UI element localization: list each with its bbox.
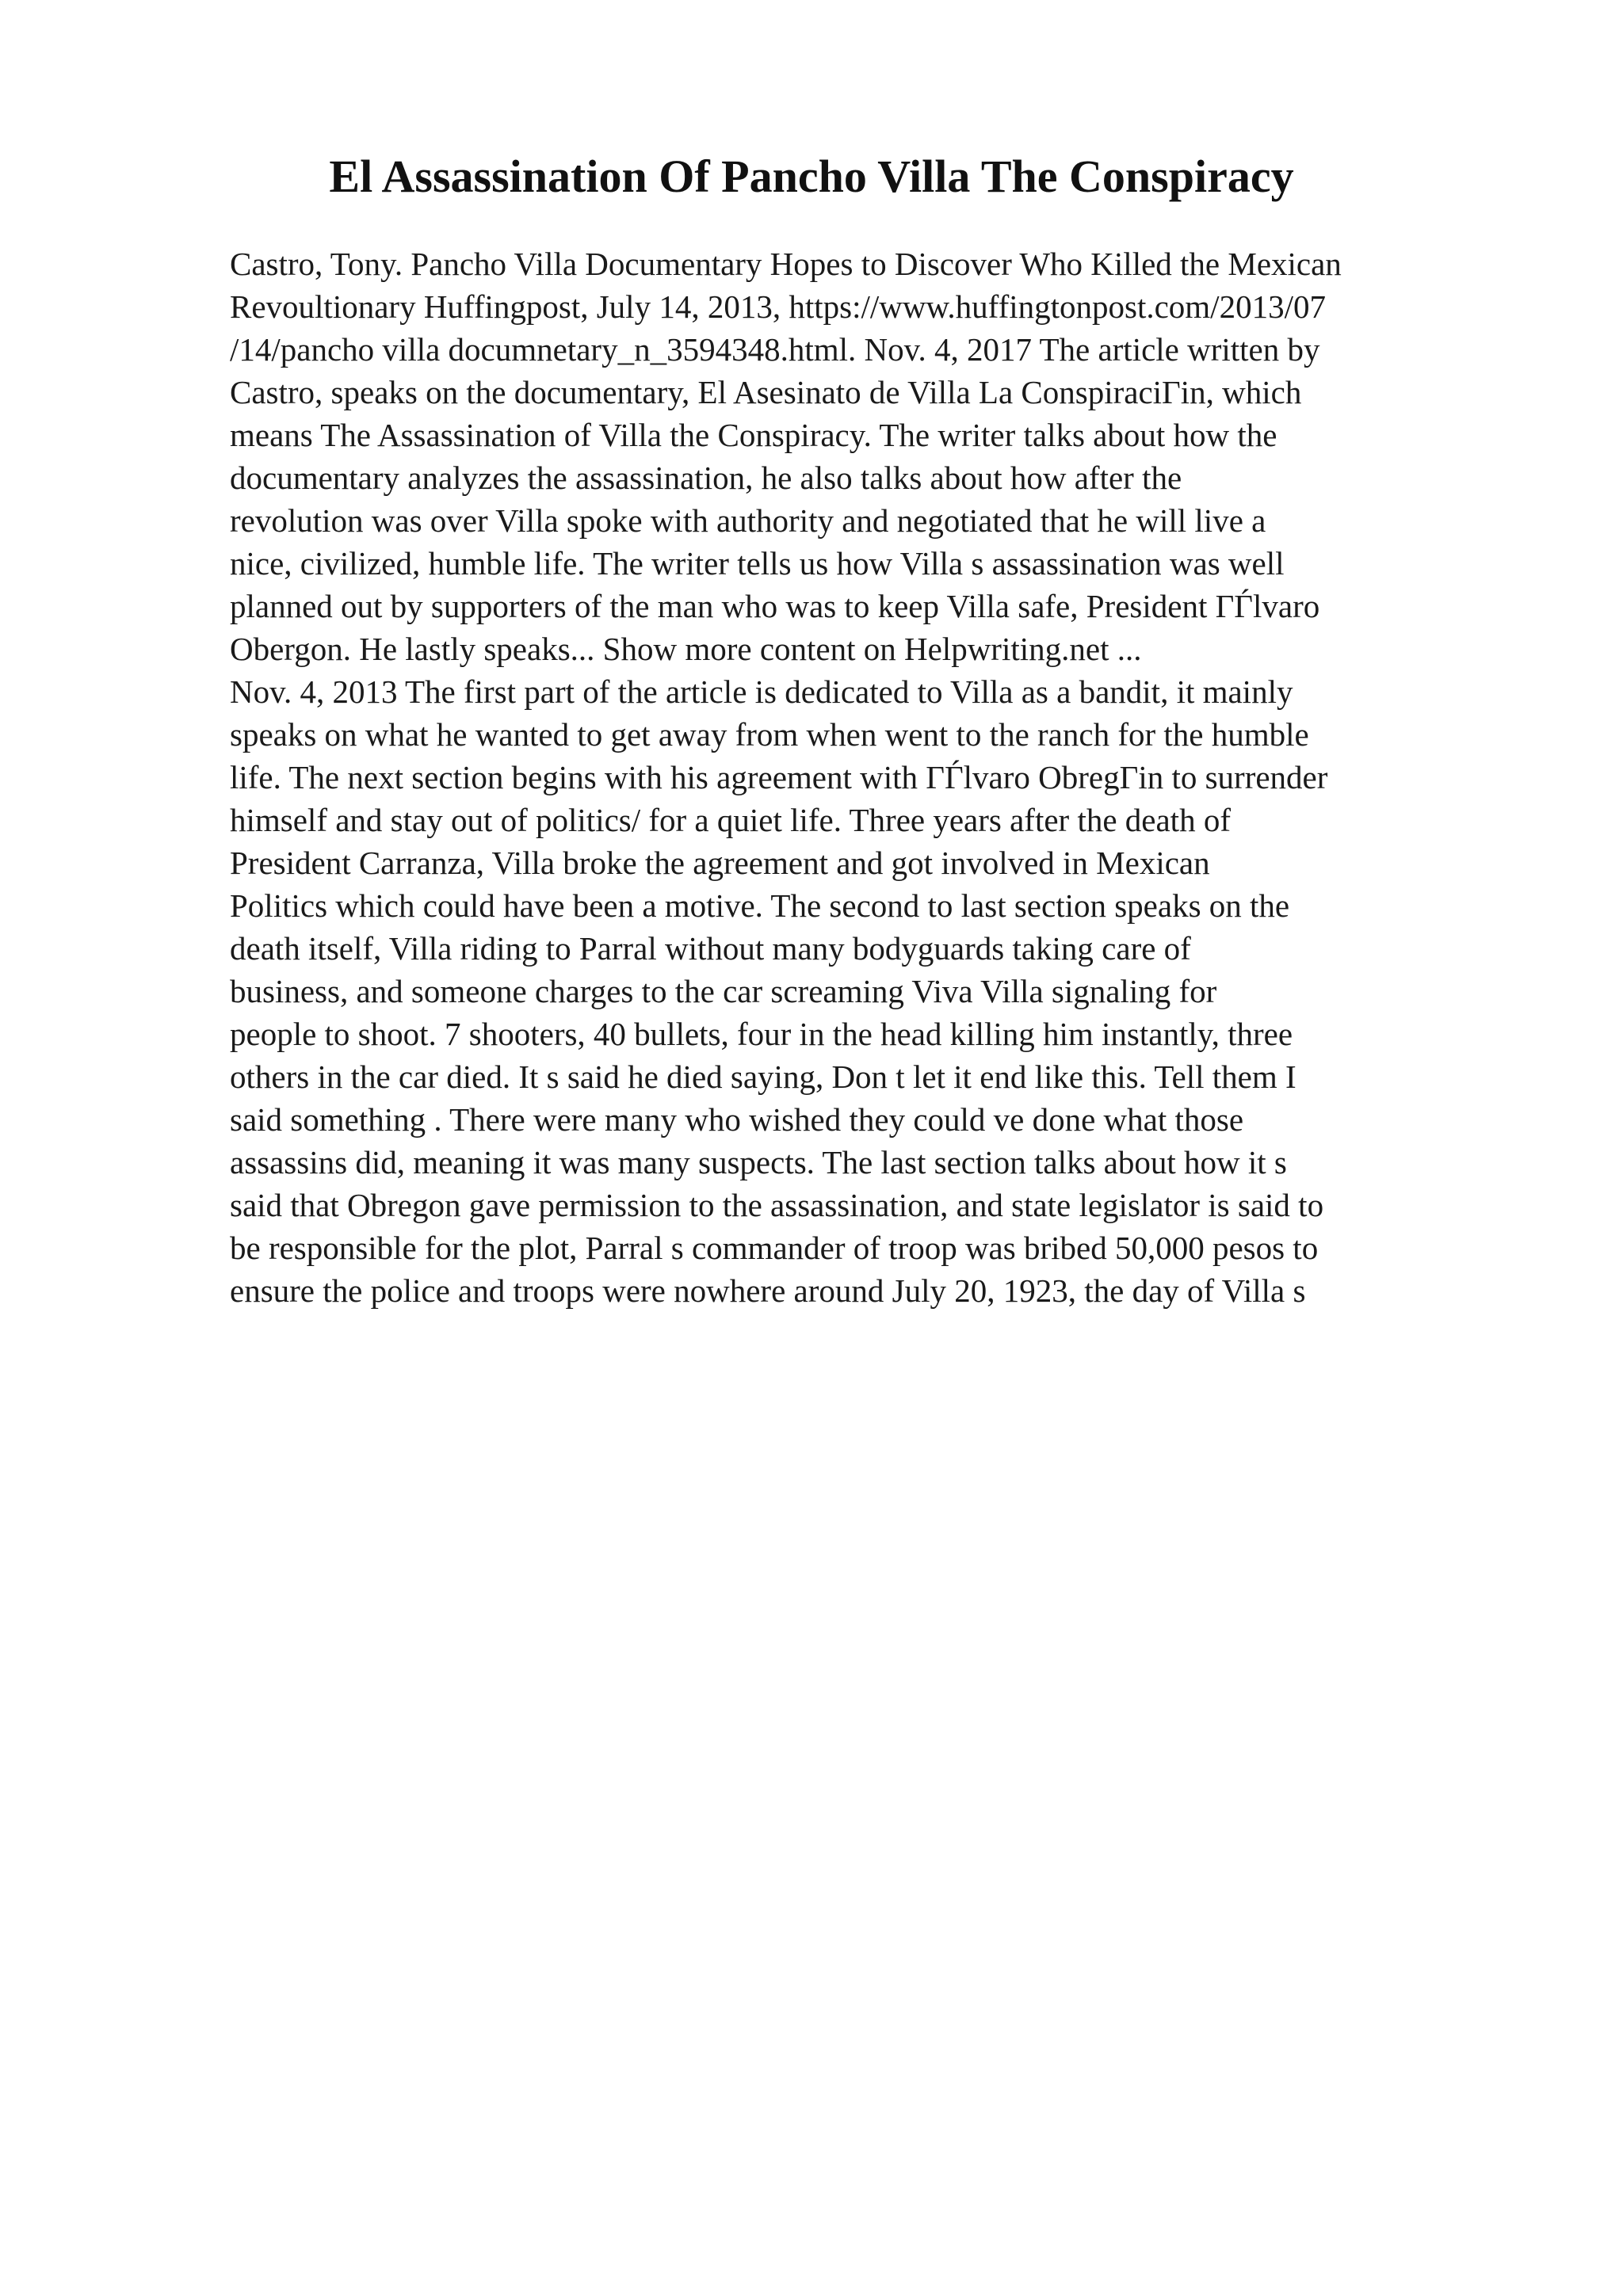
body-line: nice, civilized, humble life. The writer tells us how Villa s assassination was well <box>230 545 1285 582</box>
body-line: said that Obregon gave permission to the assassination, and state legislator is said to <box>230 1187 1324 1223</box>
body-line: revolution was over Villa spoke with authority and negotiated that he will live a <box>230 502 1266 539</box>
body-line: planned out by supporters of the man who was to keep Villa safe, President ΓЃlvaro <box>230 588 1320 624</box>
body-line: means The Assassination of Villa the Conspiracy. The writer talks about how the <box>230 417 1277 453</box>
body-line: Politics which could have been a motive. The second to last section speaks on the <box>230 887 1290 924</box>
body-line: ensure the police and troops were nowhere around July 20, 1923, the day of Villa s <box>230 1272 1306 1309</box>
body-line: people to shoot. 7 shooters, 40 bullets, four in the head killing him instantly, three <box>230 1016 1293 1052</box>
body-line: Obergon. He lastly speaks... Show more content on Helpwriting.net ... <box>230 631 1142 667</box>
body-line: others in the car died. It s said he died saying, Don t let it end like this. Tell them I <box>230 1058 1296 1095</box>
body-line: documentary analyzes the assassination, he also talks about how after the <box>230 460 1182 496</box>
body-line: assassins did, meaning it was many suspects. The last section talks about how it s <box>230 1144 1287 1180</box>
body-line: business, and someone charges to the car screaming Viva Villa signaling for <box>230 973 1217 1009</box>
body-line: President Carranza, Villa broke the agreement and got involved in Mexican <box>230 845 1210 881</box>
body-line: Nov. 4, 2013 The first part of the article is dedicated to Villa as a bandit, it mainly <box>230 673 1293 710</box>
document-body <box>230 242 1514 1312</box>
body-line: death itself, Villa riding to Parral without many bodyguards taking care of <box>230 930 1191 967</box>
body-line: Castro, Tony. Pancho Villa Documentary Hopes to Discover Who Killed the Mexican <box>230 246 1342 282</box>
body-line: said something . There were many who wished they could ve done what those <box>230 1101 1244 1138</box>
body-line: life. The next section begins with his agreement with ΓЃlvaro ObregΓіn to surrender <box>230 759 1328 795</box>
body-line: be responsible for the plot, Parral s commander of troop was bribed 50,000 pesos to <box>230 1230 1319 1266</box>
document-title: El Assassination Of Pancho Villa The Conspiracy <box>329 151 1294 202</box>
body-line: Revoultionary Huffingpost, July 14, 2013, https://www.huffingtonpost.com/2013/07 <box>230 288 1326 325</box>
body-line: /14/pancho villa documnetary_n_3594348.html. Nov. 4, 2017 The article written by <box>230 331 1320 368</box>
body-line: himself and stay out of politics/ for a quiet life. Three years after the death of <box>230 802 1231 838</box>
body-line: speaks on what he wanted to get away from when went to the ranch for the humble <box>230 716 1309 753</box>
body-line: Castro, speaks on the documentary, El Asesinato de Villa La ConspiraciΓіn, which <box>230 374 1302 410</box>
